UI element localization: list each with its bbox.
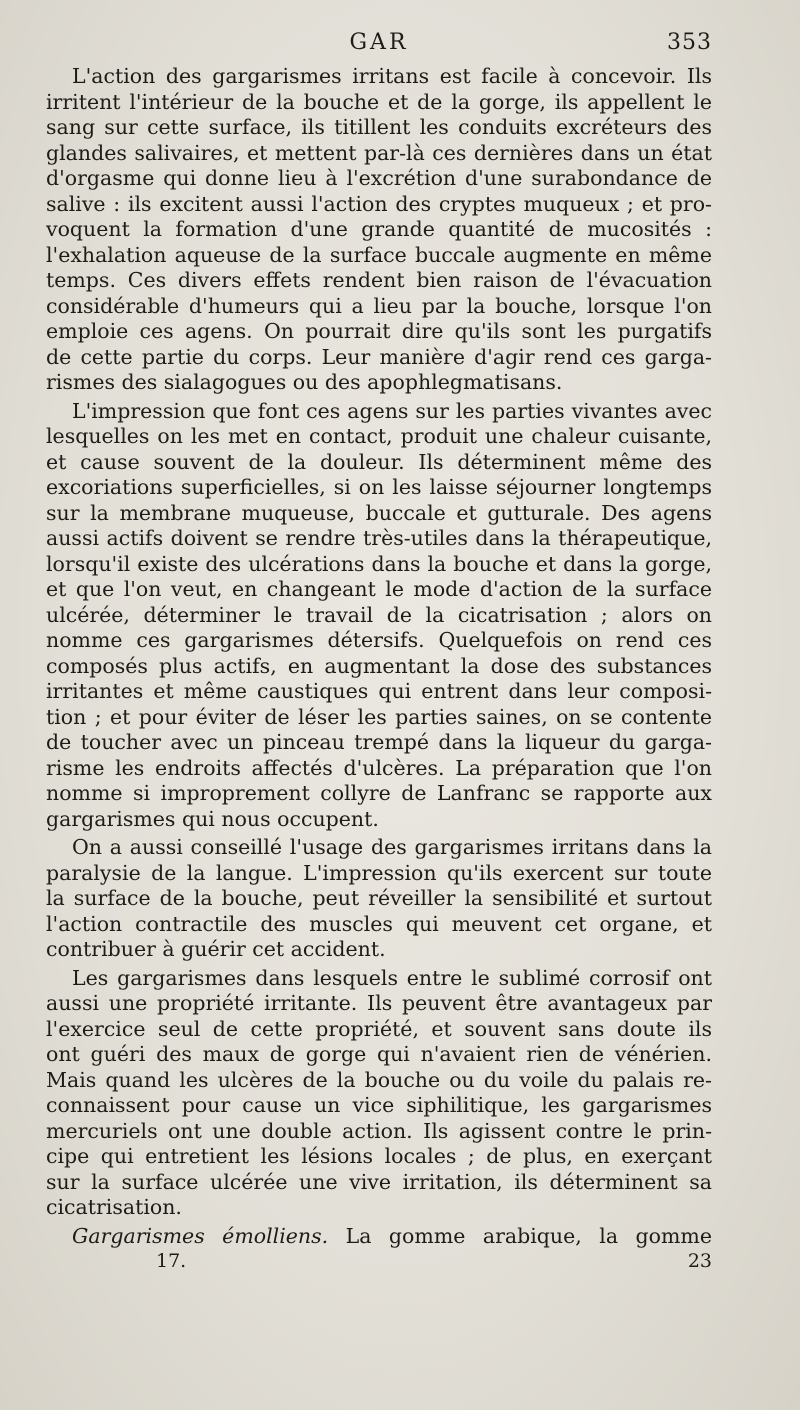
text-line: l'exhalation aqueuse de la surface buccale augmente en même [46, 242, 712, 267]
text-line: cicatrisation. [46, 1195, 182, 1219]
text-line: salive : ils excitent aussi l'action des cryptes muqueux ; et pro- [46, 191, 712, 216]
section-lead-in: Gargarismes émolliens. [72, 1223, 329, 1248]
section-text: La gomme arabique, la gomme [328, 1223, 712, 1248]
text-line: sur la membrane muqueuse, buccale et gutturale. Des agens [46, 500, 712, 525]
text-line: la surface de la bouche, peut réveiller la sensibilité et surtout [46, 886, 712, 910]
text-line: emploie ces agens. On pourrait dire qu'ils sont les purgatifs [46, 319, 712, 343]
text-line: composés plus actifs, en augmentant la dose des substances [46, 653, 712, 678]
text-line: cipe qui entretient les lésions locales ; de plus, en exerçant [46, 1144, 712, 1168]
paragraph [46, 1224, 712, 1250]
page-footer [46, 1250, 712, 1276]
paragraph [46, 835, 712, 963]
text-line: de cette partie du corps. Leur manière d'agir rend ces garga- [46, 344, 712, 369]
text-line: d'orgasme qui donne lieu à l'excrétion d'une surabondance de [46, 166, 712, 190]
text-line: nomme ces gargarismes détersifs. Quelquefois on rend ces [46, 628, 712, 652]
text-line: de toucher avec un pinceau trempé dans la liqueur du garga- [46, 730, 712, 754]
paragraph [46, 966, 712, 1221]
text-line: tion ; et pour éviter de léser les parties saines, on se contente [46, 704, 712, 729]
text-line: L'impression que font ces agens sur les parties vivantes avec [72, 398, 712, 423]
body-text [46, 64, 712, 1252]
text-line: risme les endroits affectés d'ulcères. La préparation que l'on [46, 755, 712, 780]
text-line: et que l'on veut, en changeant le mode d'action de la surface [46, 577, 712, 601]
text-line: aussi une propriété irritante. Ils peuvent être avantageux par [46, 991, 712, 1015]
page-header [46, 30, 712, 62]
text-line: lorsqu'il existe des ulcérations dans la bouche et dans la gorge, [46, 551, 712, 576]
text-line: ont guéri des maux de gorge qui n'avaient rien de vénérien. [46, 1042, 712, 1066]
text-line: mercuriels ont une double action. Ils agissent contre le prin- [46, 1118, 712, 1143]
text-line: irritantes et même caustiques qui entrent dans leur composi- [46, 679, 712, 703]
text-line: sur la surface ulcérée une vive irritation, ils déterminent sa [46, 1169, 712, 1194]
page-number: 353 [667, 30, 712, 55]
catchword: 23 [687, 1250, 712, 1272]
text-line: connaissent pour cause un vice siphilitique, les gargarismes [46, 1093, 712, 1117]
text-line: considérable d'humeurs qui a lieu par la bouche, lorsque l'on [46, 293, 712, 318]
text-line: contribuer à guérir cet accident. [46, 937, 386, 961]
text-line: On a aussi conseillé l'usage des gargarismes irritans dans la [72, 835, 712, 859]
text-line: l'exercice seul de cette propriété, et souvent sans doute ils [46, 1016, 712, 1041]
paragraph [46, 64, 712, 396]
text-line: et cause souvent de la douleur. Ils déterminent même des [46, 449, 712, 474]
signature-mark: 17. [156, 1250, 187, 1272]
text-line: ulcérée, déterminer le travail de la cicatrisation ; alors on [46, 602, 712, 627]
text-line: irritent l'intérieur de la bouche et de la gorge, ils appellent le [46, 89, 712, 114]
text-line: nomme si improprement collyre de Lanfranc se rapporte aux [46, 781, 712, 805]
text-line: rismes des sialagogues ou des apophlegmatisans. [46, 370, 563, 394]
paragraph [46, 399, 712, 833]
text-line: aussi actifs doivent se rendre très-utiles dans la thérapeutique, [46, 526, 712, 550]
text-line: gargarismes qui nous occupent. [46, 806, 379, 831]
text-line: Les gargarismes dans lesquels entre le sublimé corrosif ont [72, 965, 712, 990]
text-line: Mais quand les ulcères de la bouche ou du voile du palais re- [46, 1067, 712, 1092]
text-line: sang sur cette surface, ils titillent les conduits excréteurs des [46, 115, 712, 139]
text-line: L'action des gargarismes irritans est facile à concevoir. Ils [72, 64, 712, 88]
text-line: l'action contractile des muscles qui meuvent cet organe, et [46, 911, 712, 936]
running-head: GAR [349, 30, 409, 55]
text-line: excoriations superficielles, si on les laisse séjourner longtemps [46, 475, 712, 499]
text-line: paralysie de la langue. L'impression qu'ils exercent sur toute [46, 860, 712, 885]
text-line: temps. Ces divers effets rendent bien raison de l'évacuation [46, 268, 712, 292]
text-line: glandes salivaires, et mettent par-là ces dernières dans un état [46, 140, 712, 165]
text-line: lesquelles on les met en contact, produit une chaleur cuisante, [46, 424, 712, 448]
text-line [46, 1224, 712, 1250]
text-line: voquent la formation d'une grande quantité de mucosités : [46, 217, 712, 241]
